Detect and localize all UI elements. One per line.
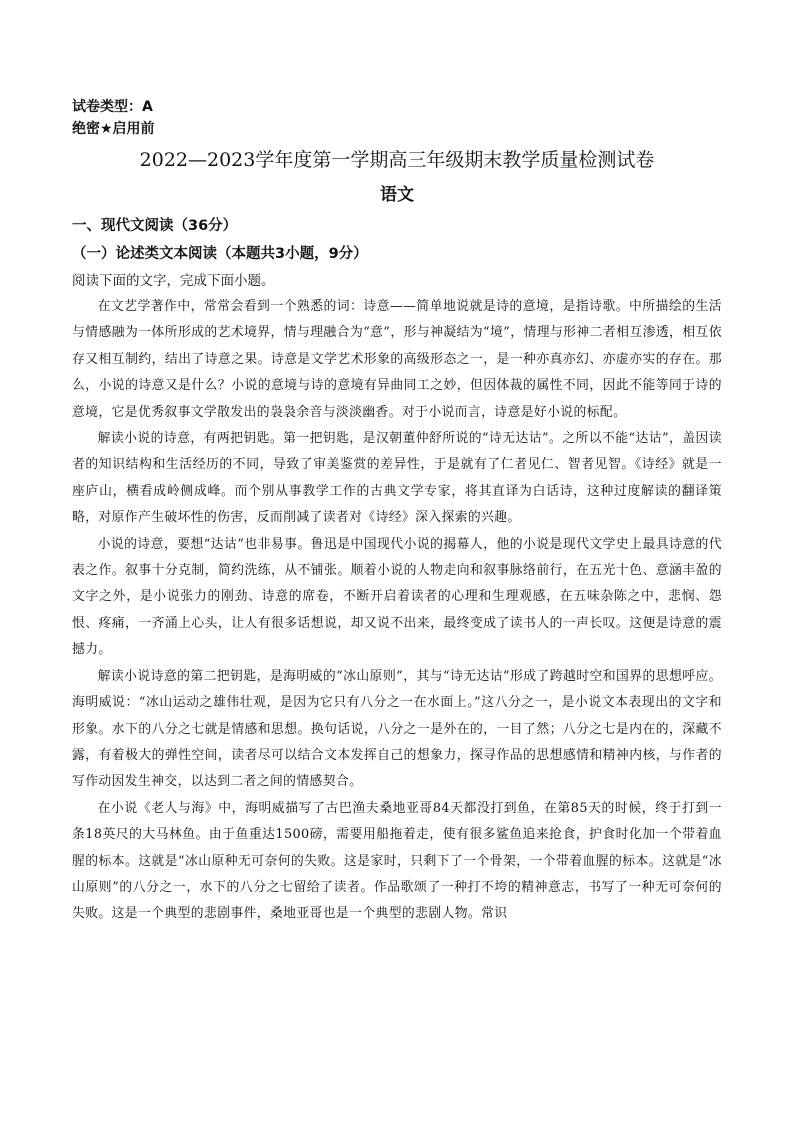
confidential-label: 绝密★启用前 (72, 121, 155, 137)
passage-paragraph-5: 在小说《老人与海》中，海明威描写了古巴渔夫桑地亚哥84天都没打到鱼，在第85天的时候，终于打到一条18英尺的大马林鱼。由于鱼重达1500磅，需要用船拖着走，使有很多鲨鱼追来抢食，护食时化加一个带着血腥的标本。这就是“冰山原种无可奈何的失败。这是家时，只剩下了一个骨架，一个带着血腥的标本。这就是“冰山原则”的八分之一，水下的八分之七留给了读者。作品歌颂了一种打不垮的精神意志，书写了一种无可奈何的失败。这是一个典型的悲剧事件，桑地亚哥也是一个典型的悲剧人物。常识 (72, 800, 722, 922)
subject-title: 语文 (380, 185, 414, 205)
reading-instruction: 阅读下面的文字，完成下面小题。 (72, 273, 275, 289)
passage-paragraph-1: 在文艺学著作中，常常会看到一个熟悉的词：诗意——简单地说就是诗的意境，是指诗歌。中所描绘的生活与情感融为一体所形成的艺术境界，情与理融合为“意”，形与神凝结为“境”，情理与形神二者相互渗透，相互依存又相互制约，结出了诗意之果。诗意是文学艺术形象的高级形态之一，是一种亦真亦幻、亦虚亦实的存在。那么，小说的诗意又是什么？小说的意境与诗的意境有异曲同工之妙，但因体裁的属性不同，因此不能等同于诗的意境，它是优秀叙事文学散发出的袅袅余音与淡淡幽香。对于小说而言，诗意是好小说的标配。 (72, 299, 722, 420)
passage-paragraph-2: 解读小说的诗意，有两把钥匙。第一把钥匙，是汉朝董仲舒所说的“诗无达诂”。之所以不能“达诂”，盖因读者的知识结构和生活经历的不同，导致了审美鉴赏的差异性，于是就有了仁者见仁、智者见智。《诗经》就是一座庐山，横看成岭侧成峰。而个别从事教学工作的古典文学专家，将其直译为白话诗，这种过度解读的翻译策略，对原作产生破坏性的伤害，反而削减了读者对《诗经》深入探索的兴趣。 (72, 431, 722, 526)
passage-paragraph-4: 解读小说诗意的第二把钥匙，是海明威的“冰山原则”，其与“诗无达诂”形成了跨越时空和国界的思想呼应。海明威说：“冰山运动之雄伟壮观，是因为它只有八分之一在水面上。”这八分之一，是小说文本表现出的文字和形象。水下的八分之七就是情感和思想。换句话说，八分之一是外在的，一目了然；八分之七是内在的，深藏不露，有着极大的弹性空间，读者尽可以结合文本发挥自己的想象力，探寻作品的思想感情和精神内核，与作者的写作动因发生神交，以达到二者之间的情感契合。 (72, 668, 722, 790)
exam-page (72, 96, 722, 928)
reading-passage (72, 294, 722, 928)
section-one-heading: 一、现代文阅读（36分） (72, 218, 238, 234)
exam-title: 2022—2023学年度第一学期高三年级期末教学质量检测试卷 (139, 149, 655, 171)
passage-paragraph-3: 小说的诗意，要想“达诂”也非易事。鲁迅是中国现代小说的揭幕人，他的小说是现代文学史上最具诗意的代表之作。叙事十分克制，简约洗练，从不铺张。顺着小说的人物走向和叙事脉络前行，在五光十色、意涵丰盈的文字之外，是小说张力的刚劲、诗意的席卷，不断开启着读者的心理和生理观感，在五味杂陈之中，悲悯、怨恨、疼痛，一齐涌上心头，让人有很多话想说，却又说不出来，最终变成了读书人的一声长叹。这便是诗意的震撼力。 (72, 536, 722, 658)
paper-type-label: 试卷类型：A (72, 99, 153, 115)
part-one-heading: （一）论述类文本阅读（本题共3小题，9分） (72, 246, 368, 262)
